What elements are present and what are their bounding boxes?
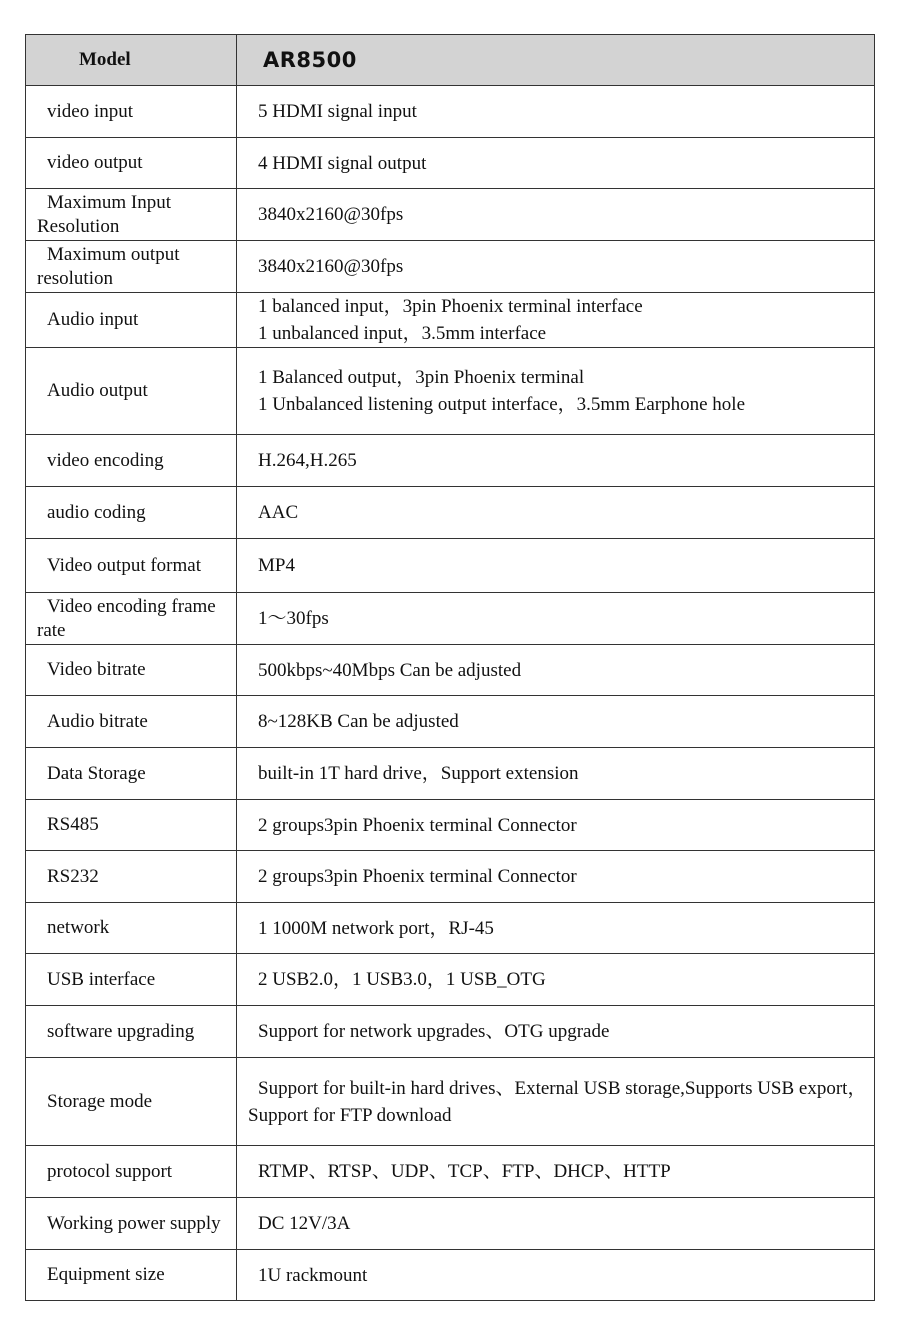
spec-value-line: built-in 1T hard drive，Support extension: [258, 763, 579, 784]
spec-table-header: [26, 35, 875, 86]
spec-param-label: Maximum Input Resolution: [37, 191, 172, 237]
spec-row: [26, 954, 875, 1006]
spec-param-label: Audio bitrate: [47, 710, 148, 732]
spec-param-cell: [26, 539, 237, 593]
spec-param-cell: [26, 1198, 237, 1250]
spec-row: [26, 487, 875, 539]
spec-value-line: 1 Unbalanced listening output interface，3.5mm Earphone hole: [258, 394, 745, 415]
spec-param-label: USB interface: [47, 968, 156, 990]
spec-value-cell: [237, 539, 875, 593]
spec-value-cell: [237, 800, 875, 851]
spec-row: [26, 696, 875, 748]
spec-value-cell: [237, 138, 875, 189]
spec-row: [26, 748, 875, 800]
spec-value-cell: [237, 189, 875, 241]
spec-value-line: 1 1000M network port，RJ-45: [258, 917, 494, 939]
spec-value-line: 500kbps~40Mbps Can be adjusted: [258, 659, 522, 681]
spec-param-cell: [26, 1250, 237, 1301]
spec-value-line: 2 USB2.0，1 USB3.0，1 USB_OTG: [258, 969, 546, 990]
spec-param-cell: [26, 1058, 237, 1146]
spec-row: [26, 1250, 875, 1301]
header-model-label: Model: [26, 35, 237, 86]
spec-param-cell: [26, 903, 237, 954]
spec-param-cell: [26, 954, 237, 1006]
spec-row: [26, 1146, 875, 1198]
spec-value-line: Support for network upgrades、OTG upgrade: [258, 1021, 610, 1042]
spec-value-cell: [237, 1058, 875, 1146]
spec-value-cell: [237, 593, 875, 645]
spec-value-line: 4 HDMI signal output: [258, 152, 427, 174]
spec-row: [26, 1198, 875, 1250]
spec-value-line: 1 balanced input，3pin Phoenix terminal interface: [258, 296, 643, 317]
spec-row: [26, 645, 875, 696]
header-model-value: AR8500: [237, 35, 875, 86]
spec-value-cell: [237, 348, 875, 435]
spec-value-cell: [237, 1006, 875, 1058]
spec-value-line: DC 12V/3A: [258, 1213, 351, 1234]
spec-param-label: Video bitrate: [47, 659, 146, 680]
spec-row: [26, 348, 875, 435]
spec-row: [26, 241, 875, 293]
spec-row: [26, 435, 875, 487]
spec-param-label: Audio output: [47, 380, 148, 401]
spec-value-line: 1 Balanced output，3pin Phoenix terminal: [258, 367, 585, 388]
spec-param-cell: [26, 851, 237, 903]
spec-value-line: 8~128KB Can be adjusted: [258, 711, 459, 732]
spec-value-cell: [237, 696, 875, 748]
spec-row: [26, 903, 875, 954]
spec-value-cell: [237, 1198, 875, 1250]
spec-row: [26, 851, 875, 903]
spec-param-cell: [26, 138, 237, 189]
spec-param-label: video output: [47, 152, 143, 173]
spec-param-cell: [26, 241, 237, 293]
spec-value-line: 3840x2160@30fps: [258, 204, 404, 225]
spec-value-cell: [237, 903, 875, 954]
spec-param-cell: [26, 293, 237, 348]
spec-row: [26, 1058, 875, 1146]
spec-param-cell: [26, 1006, 237, 1058]
spec-value-line: 2 groups3pin Phoenix terminal Connector: [258, 866, 577, 887]
spec-value-line: 1U rackmount: [258, 1264, 368, 1286]
spec-param-label: Maximum output resolution: [37, 243, 180, 289]
spec-param-label: Audio input: [47, 309, 139, 330]
spec-param-cell: [26, 645, 237, 696]
spec-value-line: H.264,H.265: [258, 450, 357, 471]
spec-value-cell: [237, 487, 875, 539]
spec-param-label: Working power supply: [47, 1212, 221, 1234]
spec-param-label: network: [47, 917, 110, 938]
spec-param-cell: [26, 748, 237, 800]
spec-value-line: MP4: [258, 555, 295, 576]
spec-value-cell: [237, 1146, 875, 1198]
spec-param-cell: [26, 348, 237, 435]
header-row: [26, 35, 875, 86]
spec-row: [26, 189, 875, 241]
spec-value-line: AAC: [258, 502, 299, 523]
spec-row: [26, 593, 875, 645]
spec-row: [26, 539, 875, 593]
spec-table-body: [26, 86, 875, 1301]
spec-param-label: Storage mode: [47, 1090, 153, 1112]
spec-row: [26, 293, 875, 348]
spec-row: [26, 138, 875, 189]
spec-param-label: Video encoding frame rate: [37, 595, 216, 641]
spec-param-cell: [26, 593, 237, 645]
spec-value-cell: [237, 293, 875, 348]
spec-param-cell: [26, 696, 237, 748]
spec-param-label: video encoding: [47, 449, 164, 471]
spec-param-label: Equipment size: [47, 1264, 165, 1285]
spec-value-line: Support for built-in hard drives、External USB storage,Supports USB export，Support for FTP download: [248, 1077, 867, 1126]
spec-param-label: software upgrading: [47, 1020, 195, 1042]
spec-value-cell: [237, 1250, 875, 1301]
spec-param-label: video input: [47, 100, 134, 122]
spec-value-line: 5 HDMI signal input: [258, 101, 417, 122]
spec-param-label: Video output format: [47, 554, 201, 576]
spec-param-label: protocol support: [47, 1160, 173, 1182]
spec-param-cell: [26, 435, 237, 487]
spec-row: [26, 86, 875, 138]
spec-row: [26, 800, 875, 851]
spec-param-cell: [26, 86, 237, 138]
spec-param-label: RS232: [47, 865, 99, 887]
spec-value-line: 1 unbalanced input，3.5mm interface: [258, 323, 547, 344]
spec-value-line: 3840x2160@30fps: [258, 256, 404, 277]
spec-value-cell: [237, 954, 875, 1006]
spec-table: [25, 34, 875, 1301]
spec-param-label: audio coding: [47, 501, 146, 523]
spec-value-cell: [237, 748, 875, 800]
spec-value-cell: [237, 86, 875, 138]
spec-param-cell: [26, 1146, 237, 1198]
spec-param-cell: [26, 800, 237, 851]
spec-param-cell: [26, 189, 237, 241]
spec-row: [26, 1006, 875, 1058]
spec-param-label: Data Storage: [47, 762, 146, 784]
spec-value-line: 1～30fps: [258, 608, 329, 629]
spec-value-cell: [237, 645, 875, 696]
spec-value-cell: [237, 435, 875, 487]
spec-value-cell: [237, 851, 875, 903]
spec-param-cell: [26, 487, 237, 539]
spec-value-line: RTMP、RTSP、UDP、TCP、FTP、DHCP、HTTP: [258, 1161, 671, 1182]
spec-param-label: RS485: [47, 814, 99, 835]
spec-value-line: 2 groups3pin Phoenix terminal Connector: [258, 814, 577, 836]
spec-value-cell: [237, 241, 875, 293]
